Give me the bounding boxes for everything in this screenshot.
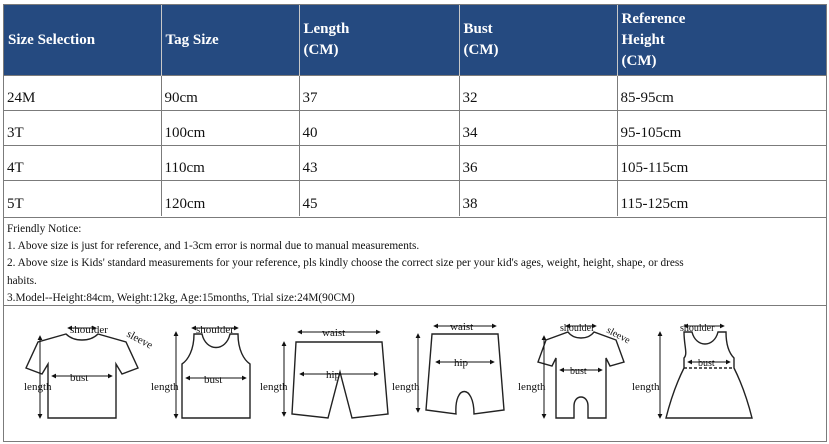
header-tag-size: Tag Size [161,5,299,76]
cell-size: 24M [4,76,161,111]
size-chart [3,4,827,442]
length-label: length [151,381,179,393]
cell-bust: 38 [459,181,617,216]
cell-height: 85-95cm [617,76,826,111]
cell-bust: 36 [459,146,617,181]
measurement-diagrams [4,305,826,443]
garment-diagrams-svg [4,306,826,443]
header-reference-height: Reference Height (CM) [617,5,826,76]
cell-tag: 120cm [161,181,299,216]
table-row [4,146,826,181]
shoulder-label: shoulder [70,324,108,336]
waist-label: waist [450,321,474,333]
size-table [4,5,826,216]
cell-bust: 34 [459,111,617,146]
shoulder-label: shoulder [680,323,715,334]
hip-label: hip [326,369,341,381]
cell-length: 45 [299,181,459,216]
friendly-notice [4,217,826,305]
header-bust: Bust (CM) [459,5,617,76]
cell-size: 3T [4,111,161,146]
cell-height: 95-105cm [617,111,826,146]
length-label: length [518,381,546,393]
cell-height: 105-115cm [617,146,826,181]
cell-size: 5T [4,181,161,216]
dress-icon [666,332,752,418]
bust-label: bust [570,366,587,377]
notice-title: Friendly Notice: [7,223,82,235]
length-label: length [392,381,420,393]
pants-icon [426,334,504,414]
cell-tag: 100cm [161,111,299,146]
cell-length: 43 [299,146,459,181]
cell-length: 40 [299,111,459,146]
notice-line-3: 3.Model--Height:84cm, Weight:12kg, Age:15months, Trial size:24M(90CM) [7,291,355,304]
cell-size: 4T [4,146,161,181]
length-label: length [24,381,52,393]
length-label: length [632,381,660,393]
length-label: length [260,381,288,393]
cell-tag: 110cm [161,146,299,181]
shoulder-label: shoulder [560,323,595,334]
shoulder-label: shoulder [196,324,234,336]
table-header-row [4,5,826,76]
sleeve-label: sleeve [604,324,632,347]
header-size-selection: Size Selection [4,5,161,76]
cell-height: 115-125cm [617,181,826,216]
header-length: Length (CM) [299,5,459,76]
cell-bust: 32 [459,76,617,111]
hip-label: hip [454,357,469,369]
sleeve-label: sleeve [124,328,155,352]
bust-label: bust [204,374,223,386]
notice-line-2-cont: habits. [7,274,37,287]
waist-label: waist [322,327,346,339]
table-row [4,111,826,146]
table-row [4,76,826,111]
notice-line-1: 1. Above size is just for reference, and 1-3cm error is normal due to manual measurements. [7,240,420,253]
table-row [4,181,826,216]
cell-length: 37 [299,76,459,111]
bust-label: bust [698,358,715,369]
bust-label: bust [70,372,89,384]
cell-tag: 90cm [161,76,299,111]
notice-line-2: 2. Above size is Kids' standard measurements for your reference, pls kindly choose the correct size per your kid's ages, weight, height, shape, or dress [7,257,684,270]
